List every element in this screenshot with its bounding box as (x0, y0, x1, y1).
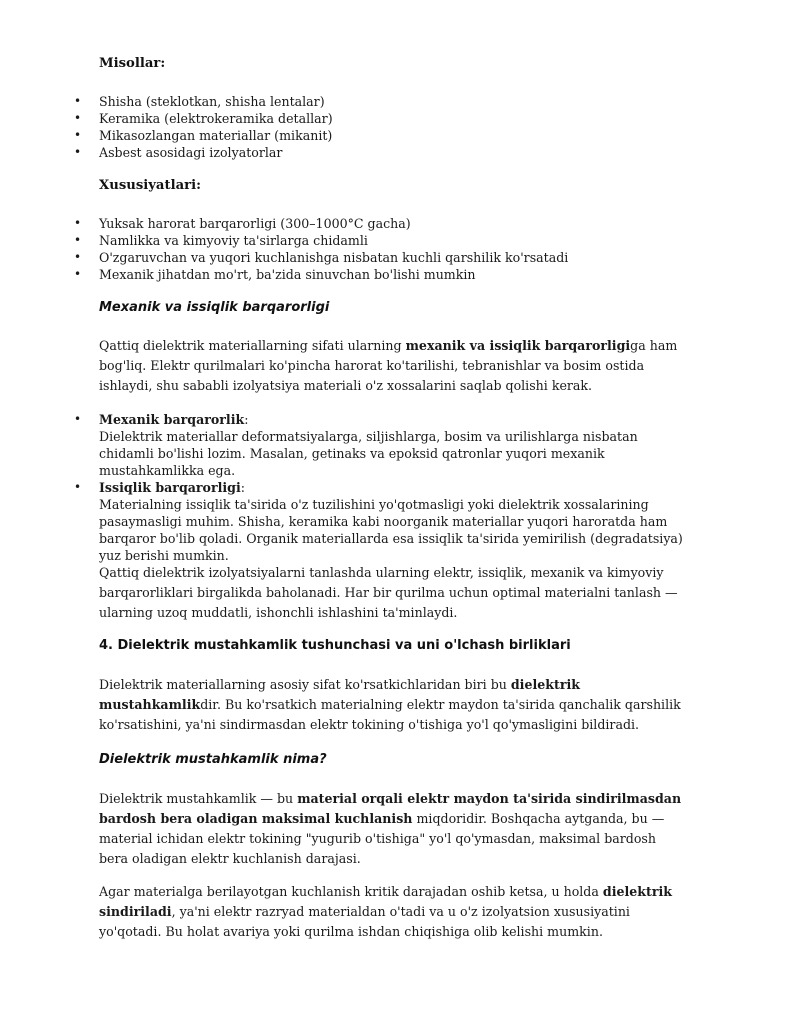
list-item: • Asbest asosidagi izolyatorlar (74, 145, 283, 160)
section4-paragraph-1: Dielektrik materiallarning asosiy sifat ko'rsatkichlaridan biri bu dielektrik mustahkamlikdir. Bu ko'rsatkich materialning elektr maydon ta'sirida qanchalik qarshilik ko'rsatishini, ya'ni sindirmasdan elektr tokining o'tishiga yo'l qo'ymasligini bildiradi. (99, 677, 681, 732)
bullet-icon: • (74, 233, 82, 247)
bullet-icon: • (74, 216, 82, 230)
bullet-icon: • (74, 145, 82, 159)
section4-paragraph-3: Agar materialga berilayotgan kuchlanish kritik darajadan oshib ketsa, u holda dielektrik sindiriladi, ya'ni elektr razryad materialdan o'tadi va u o'z izolyatsion xususiyatini yo'qotadi. Bu holat avariya yoki qurilma ishdan chiqishiga olib kelishi mumkin. (99, 884, 672, 939)
misollar-heading: Misollar: (99, 56, 166, 71)
list-item: • Mexanik barqarorlik: Dielektrik materiallar deformatsiyalarga, siljishlarga, bosim va urilishlarga nisbatan chidamli bo'lishi lozim. Masalan, getinaks va epoksid qatronlar yuqori mexanik mustahkamlikka ega. (74, 412, 638, 478)
mexanik-closing-paragraph: Qattiq dielektrik izolyatsiyalarni tanlashda ularning elektr, issiqlik, mexanik va kimyoviy barqarorliklari birgalikda baholanadi. Har bir qurilma uchun optimal materialni tanlash — ularning uzoq muddatli, ishonchli ishlashini ta'minlaydi. (99, 565, 678, 620)
xususiyatlari-list (0, 215, 700, 283)
list-item: • O'zgaruvchan va yuqori kuchlanishga nisbatan kuchli qarshilik ko'rsatadi (74, 250, 569, 265)
mexanik-intro-paragraph: Qattiq dielektrik materiallarning sifati ularning mexanik va issiqlik barqarorligiga ham bog'liq. Elektr qurilmalari ko'pincha harorat ko'tarilishi, tebranishlar va bosim ostida ishlaydi, shu sababli izolyatsiya materiali o'z xossalarini saqlab qolishi kerak. (99, 338, 678, 393)
misollar-list (0, 93, 700, 161)
section4-subheading: Dielektrik mustahkamlik nima? (99, 752, 327, 767)
list-item: • Shisha (steklotkan, shisha lentalar) (74, 94, 325, 109)
list-item: • Keramika (elektrokeramika detallar) (74, 111, 333, 126)
bullet-icon: • (74, 267, 82, 281)
section4-heading: 4. Dielektrik mustahkamlik tushunchasi va uni o'lchash birliklari (99, 638, 571, 653)
list-item: • Mikasozlangan materiallar (mikanit) (74, 128, 333, 143)
barqarorlik-list (0, 411, 700, 564)
bullet-icon: • (74, 128, 82, 142)
list-item: • Issiqlik barqarorligi: Materialning issiqlik ta'sirida o'z tuzilishini yo'qotmasligi yoki dielektrik xossalarining pasaymasligi muhim. Shisha, keramika kabi noorganik materiallar yuqori haroratda ham barqaror bo'lib qoladi. Organik materiallarda esa issiqlik ta'sirida yemirilish (degradatsiya) yuz berishi mumkin. (74, 480, 683, 563)
list-item: • Mexanik jihatdan mo'rt, ba'zida sinuvchan bo'lishi mumkin (74, 267, 476, 282)
bullet-icon: • (74, 111, 82, 125)
bullet-icon: • (74, 94, 82, 108)
bullet-icon: • (74, 250, 82, 264)
bullet-icon: • (74, 412, 82, 426)
list-item: • Yuksak harorat barqarorligi (300–1000°C gacha) (74, 216, 411, 231)
mexanik-section-heading: Mexanik va issiqlik barqarorligi (99, 300, 330, 315)
list-item: • Namlikka va kimyoviy ta'sirlarga chidamli (74, 233, 368, 248)
xususiyatlari-heading: Xususiyatlari: (99, 178, 201, 193)
bullet-icon: • (74, 480, 82, 494)
section4-paragraph-2: Dielektrik mustahkamlik — bu material orqali elektr maydon ta'sirida sindirilmasdan bardosh bera oladigan maksimal kuchlanish miqdoridir. Boshqacha aytganda, bu — material ichidan elektr tokining "yugurib o'tishiga" yo'l qo'ymasdan, maksimal bardosh bera oladigan elektr kuchlanish darajasi. (99, 791, 682, 866)
